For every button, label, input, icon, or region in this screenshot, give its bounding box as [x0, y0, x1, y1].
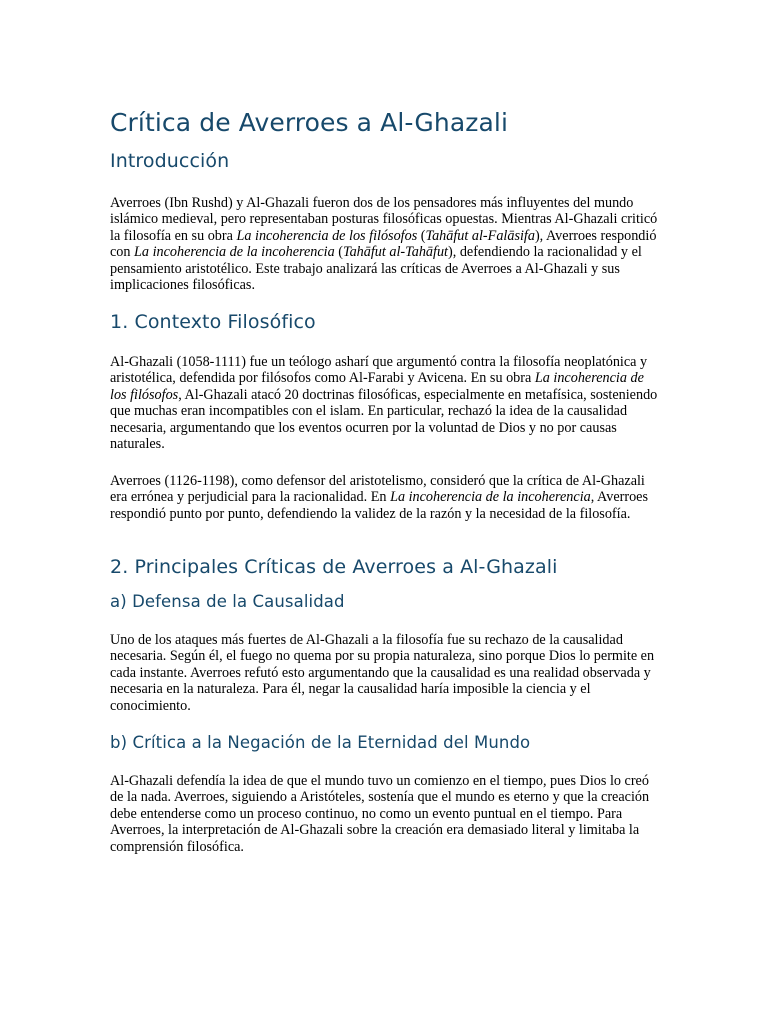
italic-title: La incoherencia de los filósofos	[110, 370, 644, 403]
paragraph-contexto-1	[110, 354, 658, 452]
document-title: Crítica de Averroes a Al-Ghazali	[110, 108, 508, 137]
heading-contexto: 1. Contexto Filosófico	[110, 311, 316, 333]
text-run: (	[334, 244, 343, 261]
text-run: Averroes (Ibn Rushd) y Al-Ghazali fueron dos de los pensadores más influyentes del mundo islámico medieval, pero representaban posturas filosóficas opuestas. Mientras Al-Ghazali criticó la filosofía en su obra	[110, 195, 658, 244]
subheading-causalidad: a) Defensa de la Causalidad	[110, 592, 345, 611]
text-run: (	[417, 227, 426, 244]
paragraph-introduccion	[110, 195, 658, 293]
italic-title: Tahāfut al-Falāsifa	[425, 227, 535, 244]
heading-criticas: 2. Principales Críticas de Averroes a Al-Ghazali	[110, 556, 558, 578]
text-run: , Al-Ghazali atacó 20 doctrinas filosóficas, especialmente en metafísica, sosteniendo que muchas eran incompatibles con el islam. En particular, rechazó la idea de la causalidad necesaria, argumentando que los eventos ocurren por la voluntad de Dios y no por causas naturales.	[110, 386, 658, 453]
paragraph-causalidad: Uno de los ataques más fuertes de Al-Ghazali a la filosofía fue su rechazo de la causalidad necesaria. Según él, el fuego no quema por su propia naturaleza, sino porque Dios lo permite en cada instante. Averroes refutó esto argumentando que la causalidad es una realidad observada y necesaria en la naturaleza. Para él, negar la causalidad haría imposible la ciencia y el conocimiento.	[110, 632, 655, 714]
text-run: ), Averroes respondió con	[110, 227, 657, 261]
heading-introduccion: Introducción	[110, 150, 230, 172]
italic-title: La incoherencia de la incoherencia	[134, 244, 335, 261]
text-run: Averroes (1126-1198), como defensor del aristotelismo, consideró que la crítica de Al-Ghazali era errónea y perjudicial para la racionalidad. En	[110, 473, 645, 506]
italic-title: La incoherencia de los filósofos	[236, 227, 418, 244]
text-run: ), defendiendo la racionalidad y el pensamiento aristotélico. Este trabajo analizará las críticas de Averroes a Al-Ghazali y sus implicaciones filosóficas.	[110, 244, 642, 294]
italic-title: La incoherencia de la incoherencia	[390, 489, 591, 506]
italic-title: Tahāfut al-Tahāfut	[343, 244, 448, 261]
subheading-eternidad: b) Crítica a la Negación de la Eternidad del Mundo	[110, 733, 531, 752]
paragraph-contexto-2	[110, 473, 658, 522]
paragraph-eternidad: Al-Ghazali defendía la idea de que el mundo tuvo un comienzo en el tiempo, pues Dios lo creó de la nada. Averroes, siguiendo a Aristóteles, sostenía que el mundo es eterno y que la creación debe entenderse como un proceso continuo, no como un evento puntual en el tiempo. Para Averroes, la interpretación de Al-Ghazali sobre la creación era demasiado literal y limitaba la comprensión filosófica.	[110, 773, 650, 855]
text-run: Al-Ghazali (1058-1111) fue un teólogo asharí que argumentó contra la filosofía neoplatónica y aristotélica, defendida por filósofos como Al-Farabi y Avicena. En su obra	[110, 354, 648, 387]
text-run: , Averroes respondió punto por punto, defendiendo la validez de la razón y la necesidad de la filosofía.	[110, 489, 648, 522]
